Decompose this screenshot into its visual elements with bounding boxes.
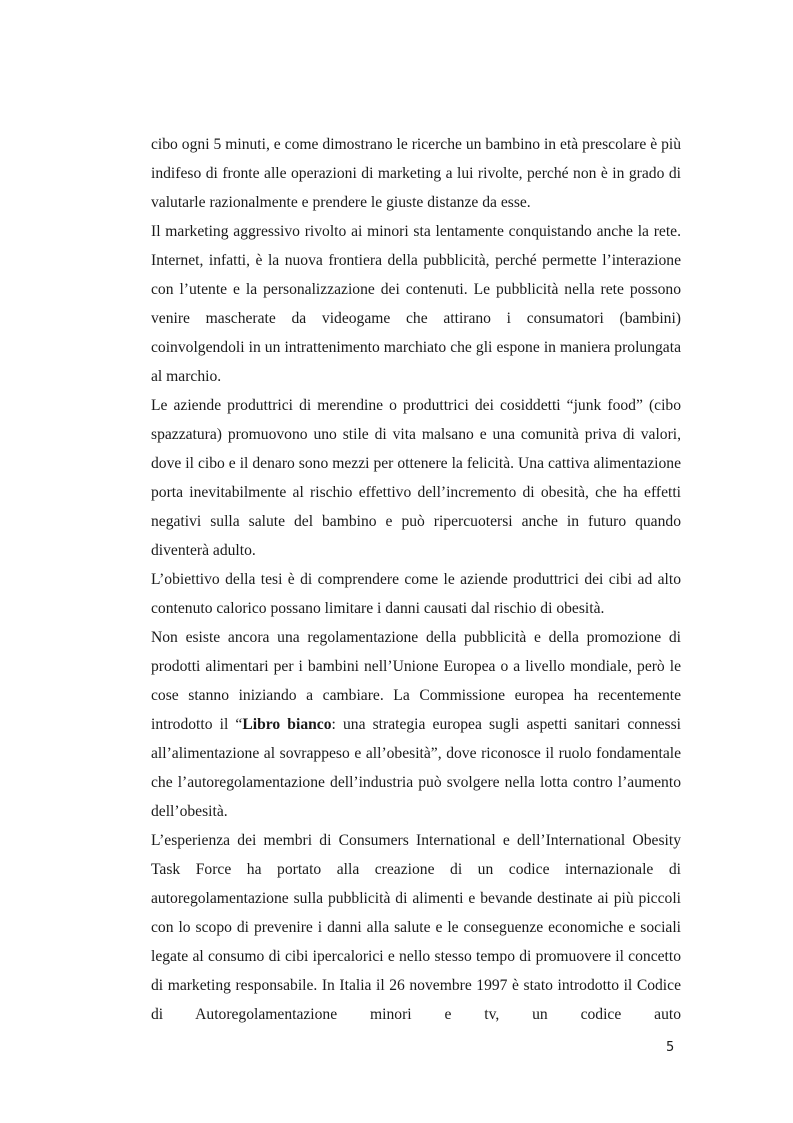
body-text xyxy=(151,130,681,1029)
paragraph-4: L’obiettivo della tesi è di comprendere come le aziende produttrici dei cibi ad alto contenuto calorico possano limitare i danni causati dal rischio di obesità. xyxy=(151,571,681,617)
page-number: 5 xyxy=(666,1040,675,1055)
libro-bianco-bold: Libro bianco xyxy=(242,716,332,733)
paragraph-6: L’esperienza dei membri di Consumers International e dell’International Obesity Task Force ha portato alla creazione di un codice internazionale di autoregolamentazione sulla pubblicità di alimenti e bevande destinate ai più piccoli con lo scopo di prevenire i danni alla salute e le conseguenze economiche e sociali legate al consumo di cibi ipercalorici e nello stesso tempo di promuovere il concetto di marketing responsabile. In Italia il 26 novembre 1997 è stato introdotto il Codice di Autoregolamentazione minori e tv, un codice auto xyxy=(151,832,681,1023)
paragraph-2: Il marketing aggressivo rivolto ai minori sta lentamente conquistando anche la rete. Internet, infatti, è la nuova frontiera della pubblicità, perché permette l’interazione con l’utente e la personalizzazione dei contenuti. Le pubblicità nella rete possono venire mascherate da videogame che attirano i consumatori (bambini) coinvolgendoli in un intrattenimento marchiato che gli espone in maniera prolungata al marchio. xyxy=(151,223,681,385)
paragraph-5 xyxy=(151,623,681,826)
paragraph-3: Le aziende produttrici di merendine o produttrici dei cosiddetti “junk food” (cibo spazzatura) promuovono uno stile di vita malsano e una comunità priva di valori, dove il cibo e il denaro sono mezzi per ottenere la felicità. Una cattiva alimentazione porta inevitabilmente al rischio effettivo dell’incremento di obesità, che ha effetti negativi sulla salute del bambino e può ripercuotersi anche in futuro quando diventerà adulto. xyxy=(151,397,681,559)
paragraph-5-text-after: : una strategia europea sugli aspetti sanitari connessi all’alimentazione al sovrappeso e all’obesità”, dove riconosce il ruolo fondamentale che l’autoregolamentazione dell’industria può svolgere nella lotta contro l’aumento dell’obesità. xyxy=(151,716,682,820)
paragraph-5-text-before: Non esiste ancora una regolamentazione della pubblicità e della promozione di prodotti alimentari per i bambini nell’Unione Europea o a livello mondiale, però le cose stanno iniziando a cambiare. La Commissione europea ha recentemente introdotto il “ xyxy=(151,629,681,733)
paragraph-1: cibo ogni 5 minuti, e come dimostrano le ricerche un bambino in età prescolare è più indifeso di fronte alle operazioni di marketing a lui rivolte, perché non è in grado di valutarle razionalmente e prendere le giuste distanze da esse. xyxy=(151,136,681,211)
